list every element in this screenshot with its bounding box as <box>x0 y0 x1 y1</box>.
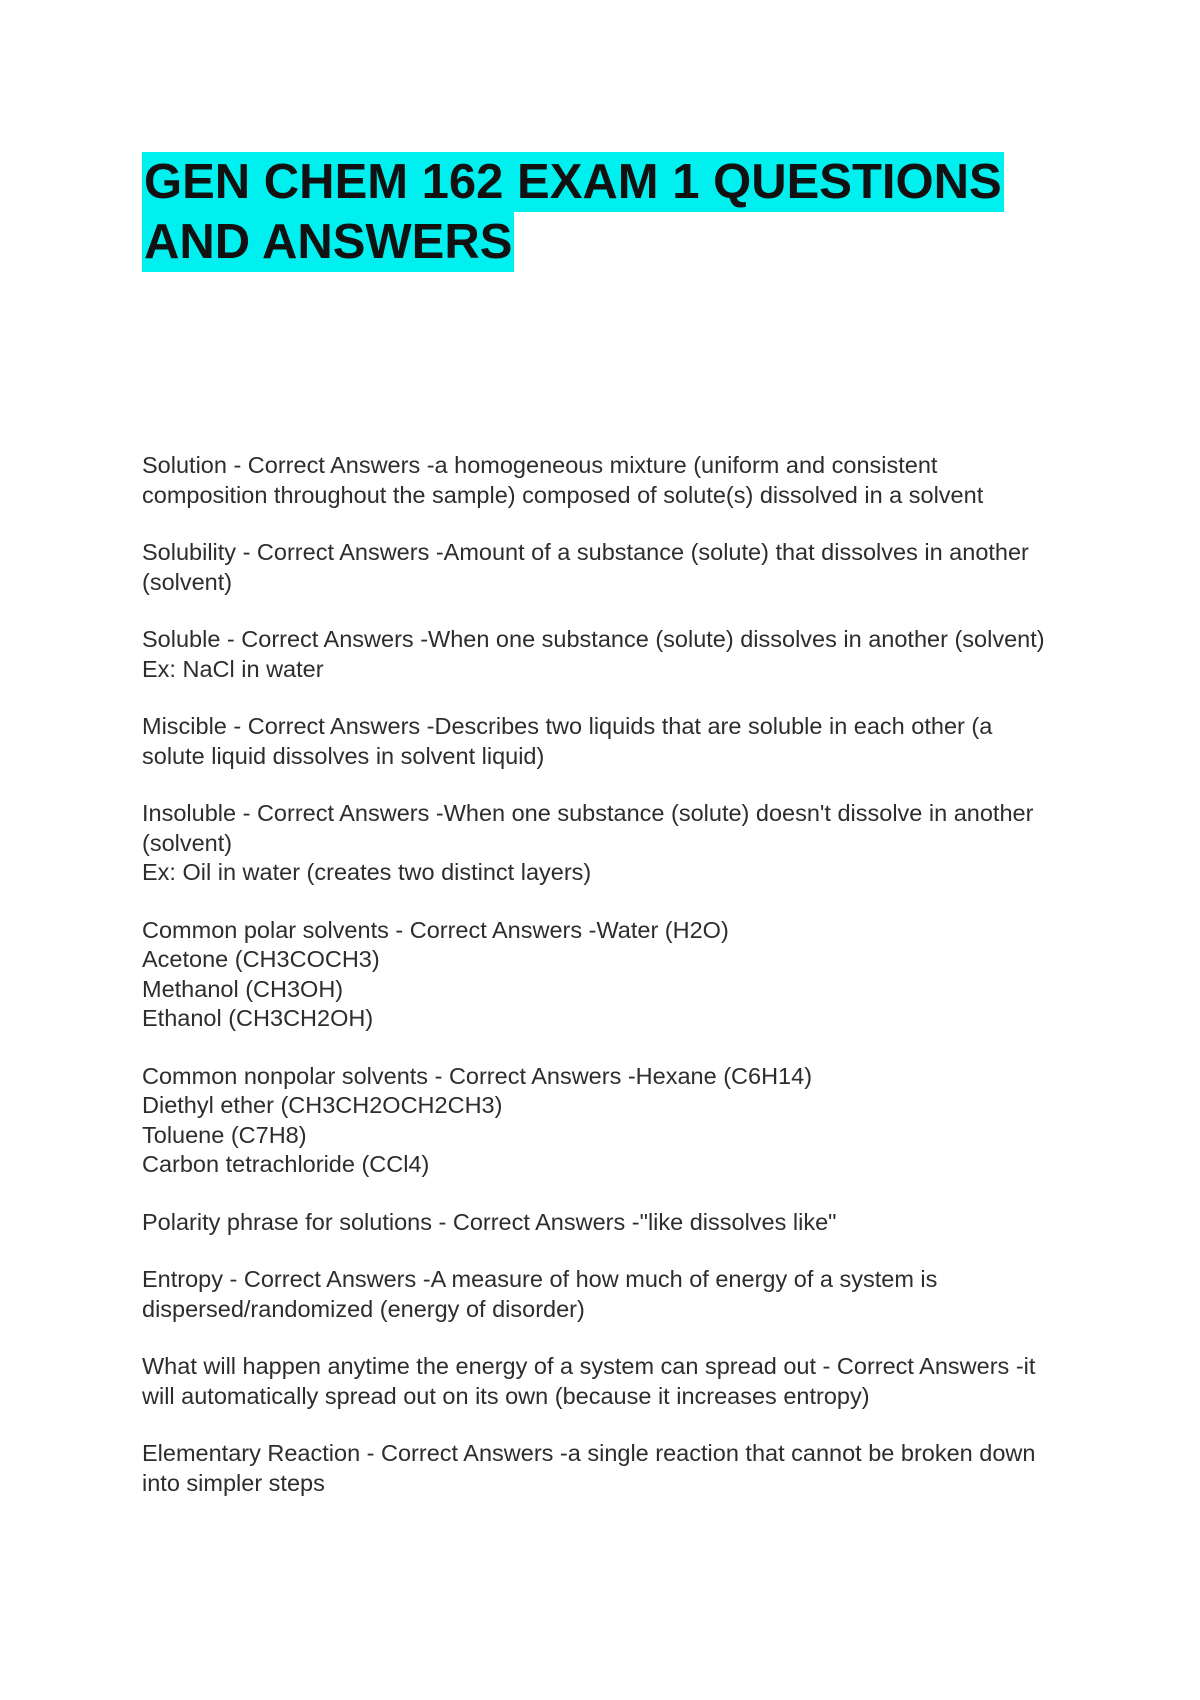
entry-text-line: Entropy - Correct Answers -A measure of how much of energy of a system is <box>142 1266 938 1292</box>
entry-text-line: will automatically spread out on its own (because it increases entropy) <box>142 1382 870 1409</box>
qa-entry-entropy <box>142 1265 1062 1324</box>
qa-entry-polar-solvents <box>142 916 1062 1034</box>
entry-text-line: solute liquid dissolves in solvent liquid) <box>142 742 545 769</box>
entry-text-line: Diethyl ether (CH3CH2OCH2CH3) <box>142 1092 503 1118</box>
entry-text-line: Acetone (CH3COCH3) <box>142 946 380 972</box>
entry-text-line: Miscible - Correct Answers -Describes two liquids that are soluble in each other (a <box>142 713 993 739</box>
qa-entry-elementary-reaction <box>142 1439 1062 1498</box>
entry-text-line: Carbon tetrachloride (CCl4) <box>142 1151 430 1177</box>
entry-text-line: into simpler steps <box>142 1469 325 1496</box>
entry-text-line: Solubility - Correct Answers -Amount of a substance (solute) that dissolves in another <box>142 539 1029 565</box>
document-title <box>142 152 1042 272</box>
entry-text-line: dispersed/randomized (energy of disorder) <box>142 1295 585 1322</box>
qa-entry-insoluble <box>142 799 1062 888</box>
title-line: GEN CHEM 162 EXAM 1 QUESTIONS <box>142 152 1042 212</box>
entry-text-line: Polarity phrase for solutions - Correct Answers -"like dissolves like" <box>142 1208 837 1235</box>
qa-entry-energy-spread <box>142 1352 1062 1411</box>
entry-text-line: (solvent) <box>142 829 233 856</box>
entry-text-line: Soluble - Correct Answers -When one substance (solute) dissolves in another (solvent) <box>142 626 1045 652</box>
qa-entry-solution <box>142 451 1062 510</box>
entry-text-line: Ex: Oil in water (creates two distinct layers) <box>142 859 592 885</box>
entry-text-line: composition throughout the sample) composed of solute(s) dissolved in a solvent <box>142 481 984 508</box>
entry-text-line: Ethanol (CH3CH2OH) <box>142 1005 374 1031</box>
entry-text-line: Insoluble - Correct Answers -When one substance (solute) doesn't dissolve in another <box>142 800 1034 826</box>
qa-entry-nonpolar-solvents <box>142 1062 1062 1180</box>
entry-text-line: Ex: NaCl in water <box>142 655 324 682</box>
qa-entry-solubility <box>142 538 1062 597</box>
qa-entry-soluble <box>142 625 1062 684</box>
entry-text-line: Methanol (CH3OH) <box>142 975 344 1002</box>
qa-list <box>142 451 1062 1526</box>
title-line: AND ANSWERS <box>142 212 1042 272</box>
entry-text-line: What will happen anytime the energy of a system can spread out - Correct Answers -it <box>142 1353 1036 1379</box>
entry-text-line: (solvent) <box>142 568 233 595</box>
entry-text-line: Solution - Correct Answers -a homogeneous mixture (uniform and consistent <box>142 452 938 478</box>
entry-text-line: Elementary Reaction - Correct Answers -a single reaction that cannot be broken down <box>142 1440 1036 1466</box>
qa-entry-miscible <box>142 712 1062 771</box>
entry-text-line: Common polar solvents - Correct Answers -Water (H2O) <box>142 916 729 943</box>
qa-entry-polarity-phrase <box>142 1208 1062 1238</box>
entry-text-line: Common nonpolar solvents - Correct Answers -Hexane (C6H14) <box>142 1062 813 1089</box>
entry-text-line: Toluene (C7H8) <box>142 1121 307 1148</box>
